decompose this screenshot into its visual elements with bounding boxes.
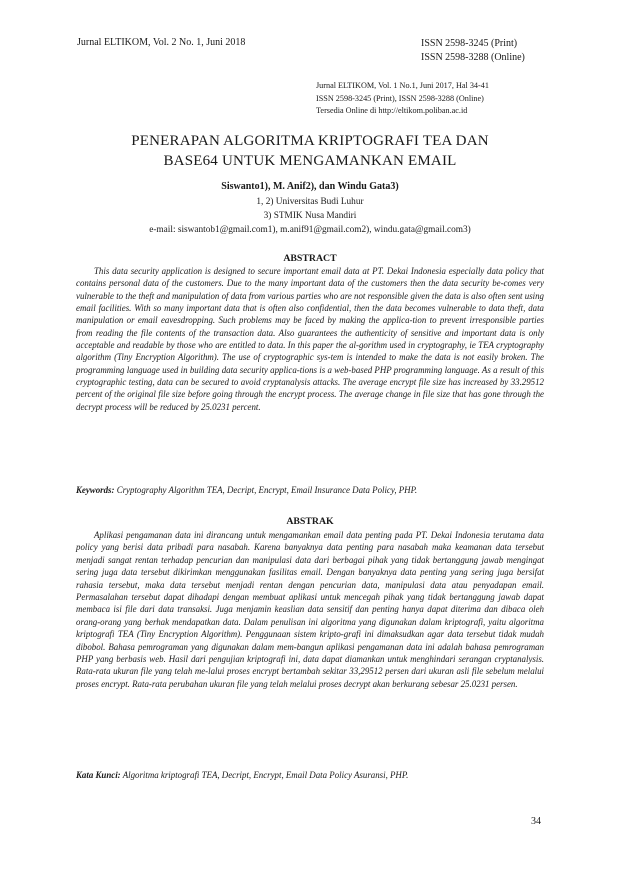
title-line1: PENERAPAN ALGORITMA KRIPTOGRAFI TEA DAN [131, 133, 489, 149]
authors: Siswanto1), M. Anif2), dan Windu Gata3) [221, 181, 399, 192]
keywords-text: Cryptography Algorithm TEA, Decript, Encrypt, Email Insurance Data Policy, PHP. [116, 485, 418, 495]
abstrak-heading: ABSTRAK [286, 516, 334, 527]
affiliation-1: 1, 2) Universitas Budi Luhur [256, 197, 364, 207]
abstrak-text: Aplikasi pengamanan data ini dirancang untuk mengamankan email data penting pada PT. Dekai Indonesia terutama data policy yang berisi data pribadi para nasabah. Karena banyaknya data penting para nasabah maka keamanan data tersebut menjadi sangat rentan terhadap pencurian dan manipulasi data dari berbagai pihak yang tidak bertanggung jawab mengingat sering juga data tersebut dikirimkan menggunakan fasilitas email. Dengan banyaknya data penting yang sering juga bersifat rahasia tersebut, maka data tersebut menjadi rentan dengan pencurian data, manipulasi data atau penyadapan email. Permasalahan tersebut dapat dihadapi dengan membuat aplikasi untuk mencegah pihak yang tidak bertanggung jawab dapat membaca isi file dari data transaksi. Juga menjamin keaslian data sensitif dan penting hanya dapat diterima dan dibaca oleh orang-orang yang berhak mendapatkan data. Dalam penulisan ini algoritma yang digunakan dalam kriptografi, yaitu algoritma kriptografi TEA (Tiny Encryption Algorithm). Penggunaan sistem kripto-grafi ini dimaksudkan agar data tersebut tidak mudah dibobol. Bahasa pemrograman yang digunakan dalam mem-bangun aplikasi pengamanan data ini adalah bahasa pemrograman PHP yang berbasis web. Hasil dari pengujian kriptografi ini, data dapat diamankan untuk menghindari serangan cryptanalysis. Rata-rata ukuran file yang telah me-lalui proses encrypt bertambah sekitar 33,29512 persen dari ukuran asli file sebelum melalui proses encrypt. Rata-rata perubahan ukuran file yang telah melalui proses decrypt akan berkurang sebesar 25.0231 persen. [76, 530, 544, 689]
issn-online: ISSN 2598-3288 (Online) [421, 52, 525, 63]
title-line2: BASE64 UNTUK MENGAMANKAN EMAIL [163, 153, 457, 169]
pubinfo-line1: Jurnal ELTIKOM, Vol. 1 No.1, Juni 2017, Hal 34-41 [316, 81, 489, 90]
author-emails: e-mail: siswantob1@gmail.com1), m.anif91@gmail.com2), windu.gata@gmail.com3) [149, 225, 471, 235]
issn-block [421, 37, 525, 65]
pubinfo-line2: ISSN 2598-3245 (Print), ISSN 2598-3288 (Online) [316, 93, 484, 103]
pubinfo-line3: Tersedia Online di http://eltikom.poliban.ac.id [316, 106, 468, 115]
abstract-heading: ABSTRACT [283, 253, 337, 264]
kata-kunci [76, 770, 544, 780]
kata-kunci-label: Kata Kunci: [76, 770, 121, 780]
publication-info [316, 80, 489, 118]
journal-header: Jurnal ELTIKOM, Vol. 2 No. 1, Juni 2018 [77, 37, 246, 48]
kata-kunci-text: Algoritma kriptografi TEA, Decript, Encrypt, Email Data Policy Asuransi, PHP. [122, 770, 409, 780]
affiliation-2: 3) STMIK Nusa Mandiri [263, 211, 357, 221]
paper-title [75, 131, 545, 171]
abstract-text: This data security application is designed to secure important email data at PT. Dekai Indonesia especially data policy that contains personal data of the customers. Due to the many important data of the customers then the data security be-comes very vulnerable to the theft and manipulation of data from various parties who are not responsible given the data is also often sent using email facilities. With so many important data that is often also confidential, then the data becomes vulnerable to data theft, data manipulation or email eavesdropping. Such problems may be faced by making the applica-tion to prevent irresponsible parties from reading the file contents of the transaction data. Also guarantees the authenticity of sensitive and important data is only acceptable and readable by those who are entitled to data. In this paper the al-gorithm used in cryptography, ie TEA cryptography algorithm (Tiny Encryption Algorithm). The use of cryptographic sys-tem is intended to make the data is not easily broken. The programming language used in building data security applica-tions is a web-based PHP programming language. As a result of this cryptographic testing, data can be secured to avoid cryptanalysis attacks. The average encrypt file size has increased by 33.29512 percent of the original file size before going through the encrypt process. The average change in file size that has gone through the decrypt process will be reduced by 25.0231 percent. [76, 266, 544, 412]
page-number: 34 [531, 816, 541, 827]
keywords [76, 485, 544, 495]
keywords-label: Keywords: [76, 485, 115, 495]
issn-print: ISSN 2598-3245 (Print) [421, 38, 518, 49]
